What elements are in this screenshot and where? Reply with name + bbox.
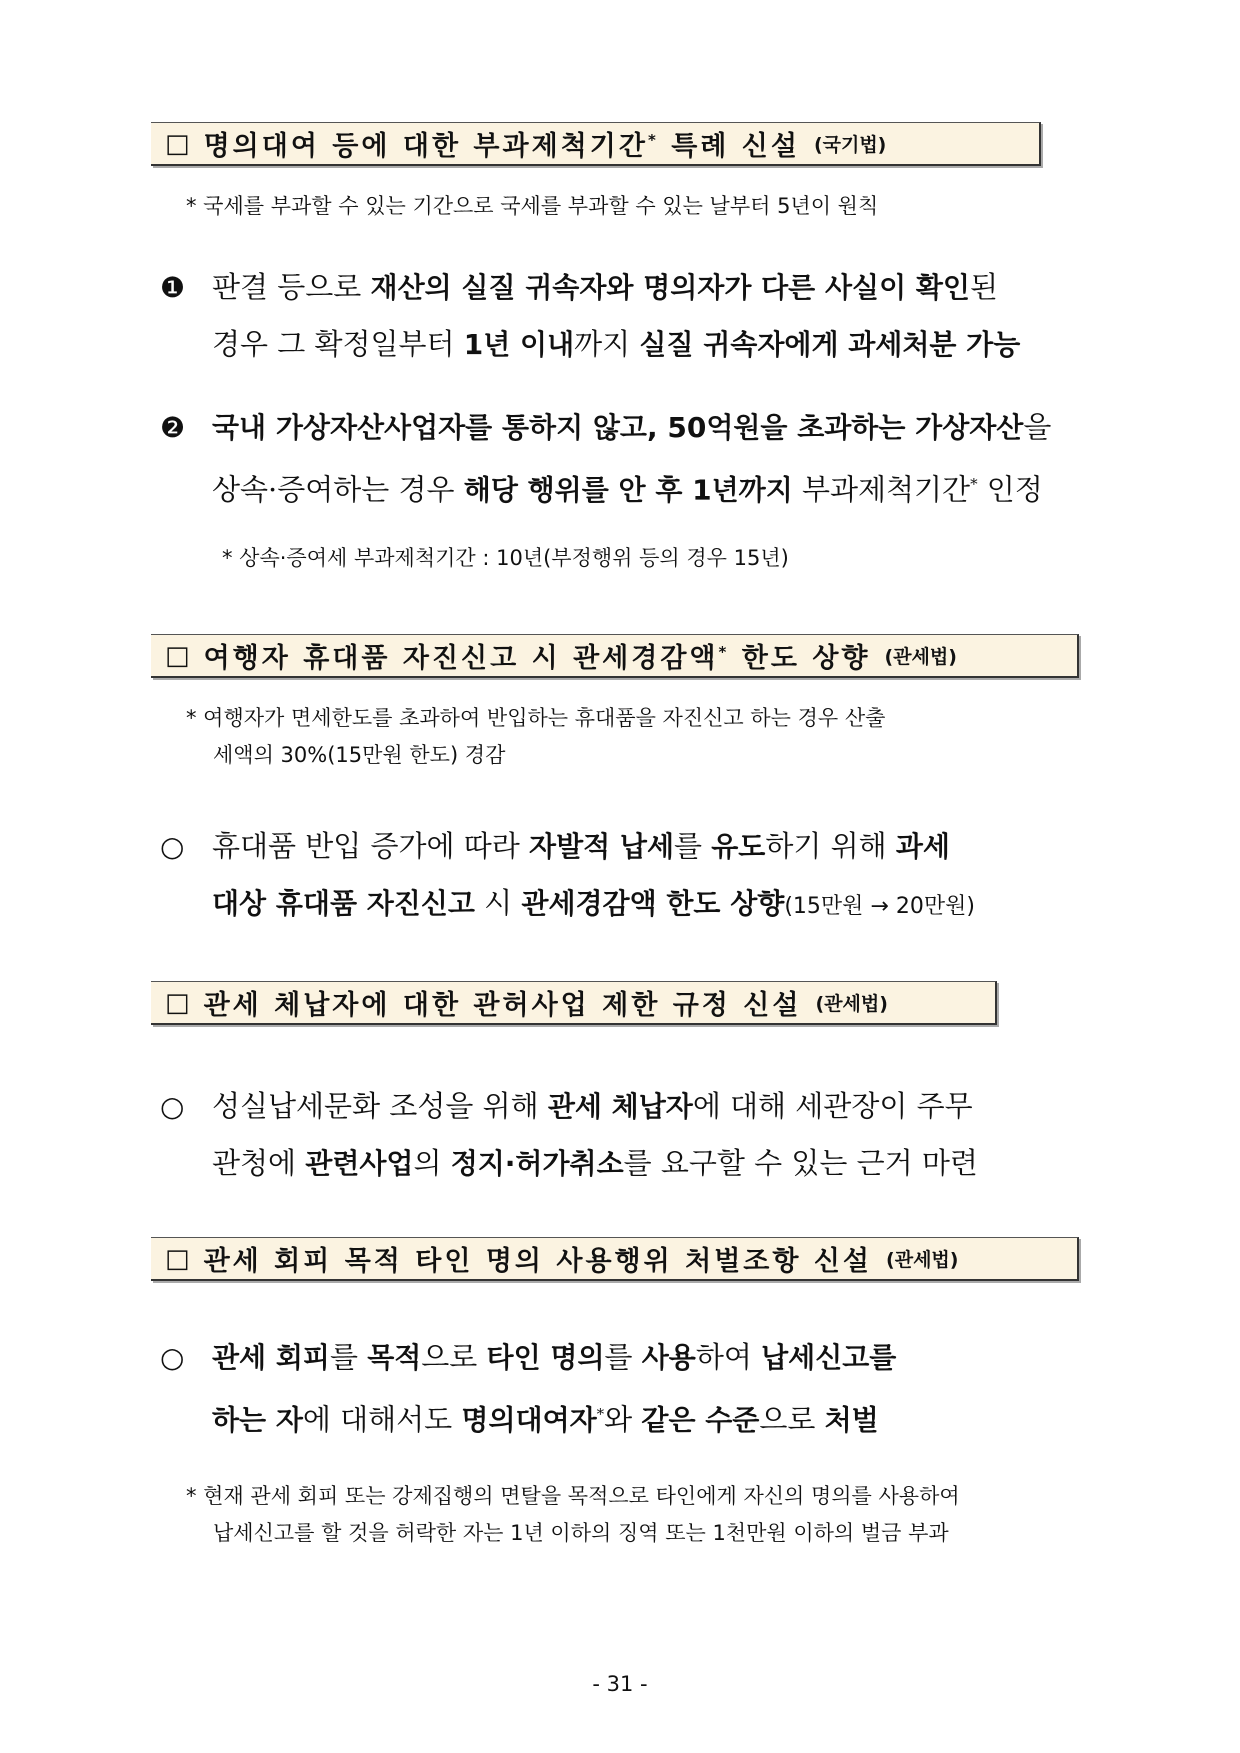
checkbox-icon: □ [165,640,190,671]
section-title: 여행자 휴대품 자진신고 시 관세경감액* 한도 상향 [203,643,871,674]
circle-bullet-icon: ○ [160,830,185,863]
checkbox-icon: □ [165,1243,190,1274]
footnote: * 여행자가 면세한도를 초과하여 반입하는 휴대품을 자진신고 하는 경우 산출 세액의 30%(15만원 한도) 경감 [186,706,886,767]
section-heading-2 [151,634,1079,678]
page-number: - 31 - [592,1672,648,1696]
section-heading-4 [151,1237,1079,1281]
circle-bullet-icon: ○ [160,1341,185,1374]
list-item: ○ 휴대품 반입 증가에 따라 자발적 납세를 유도하기 위해 과세 대상 휴대품 자진신고 시 관세경감액 한도 상향(15만원 → 20만원) [160,818,975,935]
law-label: (관세법) [886,1249,959,1271]
law-label: (관세법) [884,646,957,668]
footnote: * 상속·증여세 부과제척기간 : 10년(부정행위 등의 경우 15년) [222,546,789,570]
checkbox-icon: □ [165,987,190,1018]
list-item: ❶ 판결 등으로 재산의 실질 귀속자와 명의자가 다른 사실이 확인된 경우 그 확정일부터 1년 이내까지 실질 귀속자에게 과세처분 가능 [160,259,1020,373]
number-1-icon: ❶ [160,271,186,304]
list-item: ○ 관세 회피를 목적으로 타인 명의를 사용하여 납세신고를 하는 자에 대해서도 명의대여자*와 같은 수준으로 처벌 [160,1329,896,1449]
list-item: ❷ 국내 가상자산사업자를 통하지 않고, 50억원을 초과하는 가상자산을 상속·증여하는 경우 해당 행위를 안 후 1년까지 부과제척기간* 인정 [160,399,1051,519]
section-title: 관세 회피 목적 타인 명의 사용행위 처벌조항 신설 [203,1246,873,1277]
law-label: (관세법) [815,993,888,1015]
circle-bullet-icon: ○ [160,1090,185,1123]
number-2-icon: ❷ [160,411,186,444]
section-heading-3 [151,981,997,1025]
footnote: * 국세를 부과할 수 있는 기간으로 국세를 부과할 수 있는 날부터 5년이 원칙 [186,194,879,218]
law-label: (국기법) [813,134,887,156]
checkbox-icon: □ [165,128,190,159]
list-item: ○ 성실납세문화 조성을 위해 관세 체납자에 대해 세관장이 주무 관청에 관련사업의 정지·허가취소를 요구할 수 있는 근거 마련 [160,1078,978,1192]
section-title: 관세 체납자에 대한 관허사업 제한 규정 신설 [203,990,802,1021]
footnote: * 현재 관세 회피 또는 강제집행의 면탈을 목적으로 타인에게 자신의 명의를 사용하여 납세신고를 할 것을 허락한 자는 1년 이하의 징역 또는 1천만원 이하의 벌금 부과 [186,1484,960,1545]
section-heading-1 [151,122,1041,166]
section-title: 명의대여 등에 대한 부과제척기간* 특례 신설 [203,131,800,162]
